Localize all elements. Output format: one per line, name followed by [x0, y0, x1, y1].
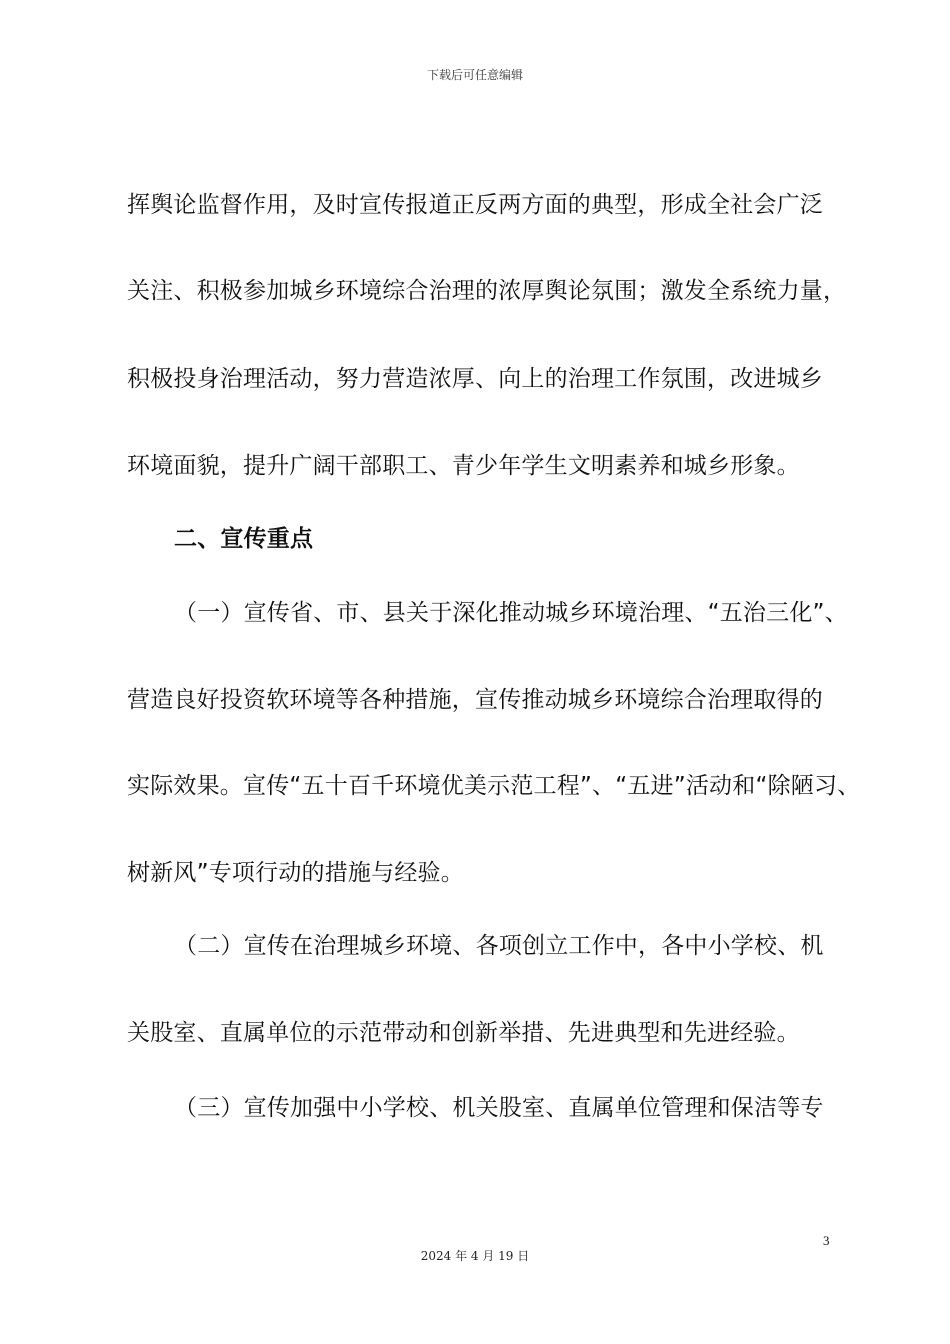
section-heading: 二、宣传重点 [174, 526, 314, 552]
body-line-4: 环境面貌，提升广阔干部职工、青少年学生文明素养和城乡形象。 [127, 453, 800, 479]
body-line-7: 营造良好投资软环境等各种措施，宣传推动城乡环境综合治理取得的 [127, 687, 823, 713]
page-header: 下载后可任意编辑 [426, 68, 523, 82]
body-line-10: （二）宣传在治理城乡环境、各项创立工作中，各中小学校、机 [174, 933, 824, 959]
body-line-12: （三）宣传加强中小学校、机关股室、直属单位管理和保洁等专 [174, 1095, 824, 1121]
body-line-2: 关注、积极参加城乡环境综合治理的浓厚舆论氛围；激发全系统力量， [127, 278, 847, 304]
body-line-9: 树新风”专项行动的措施与经验。 [127, 860, 464, 886]
body-line-3: 积极投身治理活动，努力营造浓厚、向上的治理工作氛围，改进城乡 [127, 366, 823, 392]
body-line-6: （一）宣传省、市、县关于深化推动城乡环境治理、“五治三化”、 [174, 600, 848, 626]
body-line-1: 挥舆论监督作用，及时宣传报道正反两方面的典型，形成全社会广泛 [127, 192, 823, 218]
body-line-11: 关股室、直属单位的示范带动和创新举措、先进典型和先进经验。 [127, 1020, 800, 1046]
footer-date: 2024 年 4 月 19 日 [420, 1249, 530, 1263]
body-line-8: 实际效果。宣传“五十百千环境优美示范工程”、“五进”活动和“除陋习、 [127, 773, 861, 799]
page-number: 3 [823, 1233, 830, 1248]
